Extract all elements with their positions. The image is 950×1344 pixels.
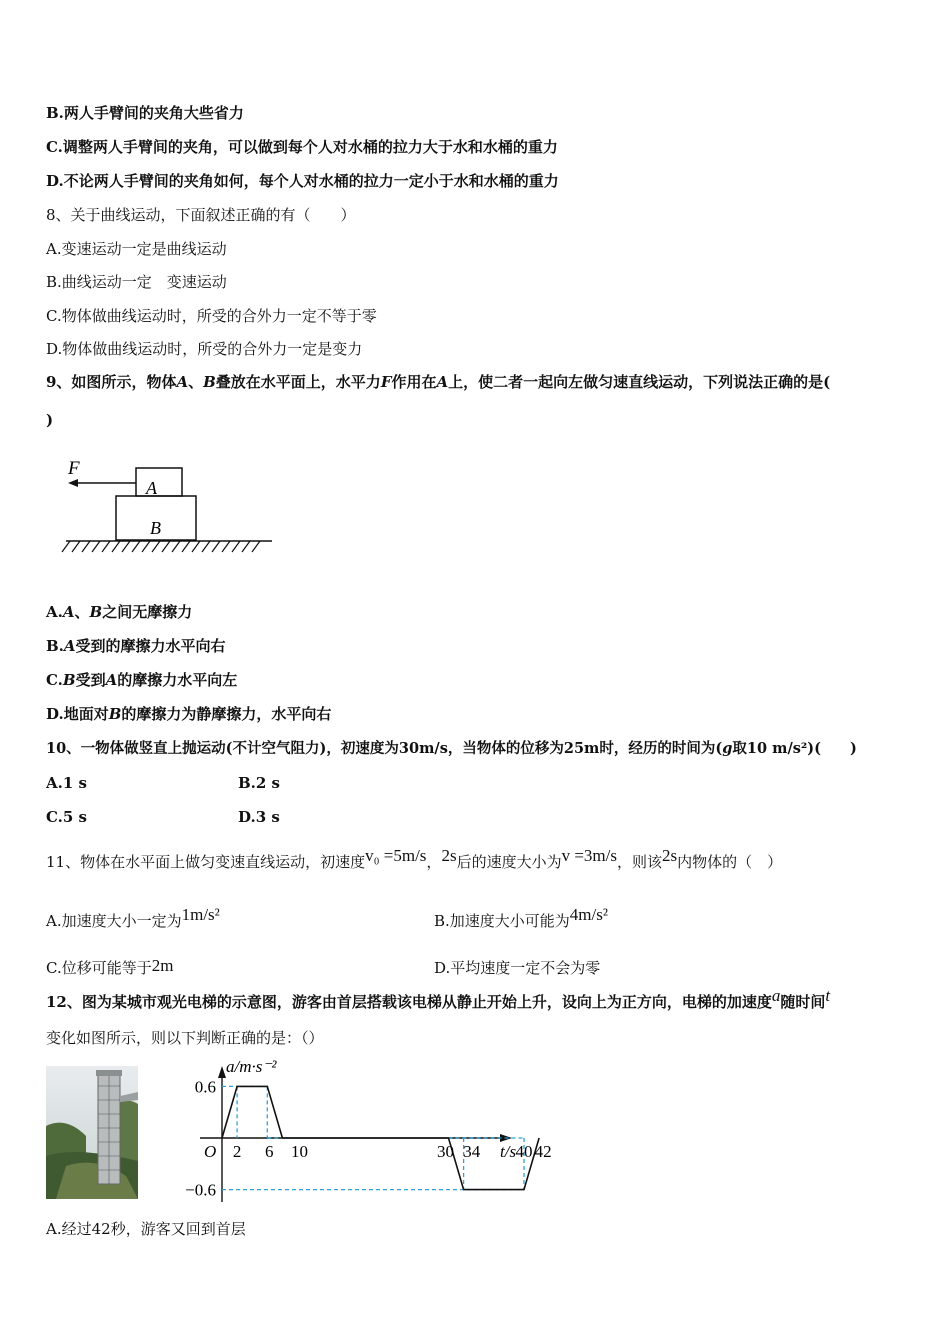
x-tick-label: 34 (463, 1142, 481, 1161)
acceleration-time-chart (170, 1052, 552, 1212)
q10-option-c: C.5 s (46, 808, 88, 826)
origin-label: O (204, 1142, 217, 1161)
y-axis-arrow (218, 1066, 226, 1078)
hatch-mark (192, 541, 200, 552)
x-tick-label: 40 (515, 1142, 533, 1161)
hatch-mark (172, 541, 180, 552)
q9-stem-close: ) (46, 411, 54, 429)
hatch-mark (122, 541, 130, 552)
q9-option-d: D.地面对B的摩擦力为静摩擦力，水平向右 (46, 705, 332, 723)
q7-option-d: D.不论两人手臂间的夹角如何，每个人对水桶的拉力一定小于水和水桶的重力 (46, 172, 559, 190)
q10-option-a: A.1 s (46, 774, 87, 792)
x-tick-label: 6 (265, 1142, 274, 1161)
hatch-mark (82, 541, 90, 552)
q8-option-a: A.变速运动一定是曲线运动 (46, 240, 227, 258)
hatch-mark (242, 541, 250, 552)
x-tick-label: 30 (437, 1142, 454, 1161)
q9-stem: 9、如图所示，物体A、B叠放在水平面上，水平力F作用在A上，使二者一起向左做匀速直线运动，下列说法正确的是( (46, 373, 831, 391)
q11-options-row1 (46, 905, 910, 931)
q9-option-a: A.A、B之间无摩擦力 (46, 603, 193, 621)
x-axis-label: t/s (500, 1142, 517, 1161)
q8-option-d: D.物体做曲线运动时，所受的合外力一定是变力 (46, 340, 363, 358)
hatch-mark (232, 541, 240, 552)
q8-stem: 8、关于曲线运动，下面叙述正确的有（ ） (46, 206, 356, 224)
q8-option-b: B.曲线运动一定 变速运动 (46, 273, 227, 291)
hatch-mark (152, 541, 160, 552)
q7-option-c: C.调整两人手臂间的夹角，可以做到每个人对水桶的拉力大于水和水桶的重力 (46, 138, 558, 156)
hatch-mark (92, 541, 100, 552)
x-tick-label: 2 (232, 1142, 242, 1161)
x-tick-label: 42 (534, 1142, 552, 1161)
force-arrowhead (68, 479, 78, 487)
hatch-mark (202, 541, 210, 552)
q11-options-row2 (46, 958, 910, 978)
hatch-mark (142, 541, 150, 552)
q12-stem-line2: 变化如图所示，则以下判断正确的是：（） (46, 1029, 324, 1047)
q9-option-c: C.B受到A的摩擦力水平向左 (46, 671, 238, 689)
label-a: A (146, 478, 157, 498)
q11-stem: 11、物体在水平面上做匀变速直线运动，初速度v₀ =5m/s，2s后的速度大小为v =3m/s，则该2s内物体的（ ） (46, 846, 783, 871)
x-tick-label: 10 (291, 1142, 308, 1161)
q11-option-c: C.位移可能等于2m (46, 956, 174, 977)
ground-hatch (62, 541, 260, 552)
q9-option-b: B.A受到的摩擦力水平向右 (46, 637, 226, 655)
y-axis-label: a/m·s⁻² (226, 1057, 277, 1076)
q12-option-a: A.经过42秒，游客又回到首层 (46, 1220, 246, 1238)
q10-option-d: D.3 s (238, 808, 280, 826)
block-a (136, 468, 182, 496)
y-tick-label: 0.6 (194, 1077, 216, 1097)
hatch-mark (182, 541, 190, 552)
hatch-mark (112, 541, 120, 552)
q8-option-c: C.物体做曲线运动时，所受的合外力一定不等于零 (46, 307, 377, 325)
q11-option-a: A.加速度大小一定为1m/s² (46, 905, 220, 930)
hatch-mark (132, 541, 140, 552)
q10-option-b: B.2 s (238, 774, 281, 792)
v-expression: v =3m/s (561, 846, 617, 865)
label-f: F (68, 458, 80, 479)
q11-option-b: B.加速度大小可能为4m/s² (434, 905, 608, 930)
hatch-mark (162, 541, 170, 552)
hatch-mark (212, 541, 220, 552)
hatch-mark (72, 541, 80, 552)
q12-stem: 12、图为某城市观光电梯的示意图，游客由首层搭载该电梯从静止开始上升，设向上为正方向，电梯的加速度a随时间t (46, 986, 831, 1011)
y-tick-label: −0.6 (185, 1180, 216, 1200)
hatch-mark (222, 541, 230, 552)
q9-figure (60, 452, 280, 562)
q10-options-row2 (46, 807, 910, 827)
elevator-photo (46, 1066, 138, 1199)
label-b: B (150, 518, 161, 538)
q7-option-b: B.两人手臂间的夹角大些省力 (46, 104, 244, 122)
hatch-mark (252, 541, 260, 552)
q11-option-d: D.平均速度一定不会为零 (434, 959, 601, 977)
v0-expression: v₀ =5m/s (365, 846, 427, 865)
hatch-mark (62, 541, 70, 552)
q10-stem: 10、一物体做竖直上抛运动(不计空气阻力)，初速度为30m/s，当物体的位移为25m时，经历的时间为(g取10 m/s²)( ) (46, 740, 857, 757)
hatch-mark (102, 541, 110, 552)
q10-options-row1 (46, 773, 910, 793)
